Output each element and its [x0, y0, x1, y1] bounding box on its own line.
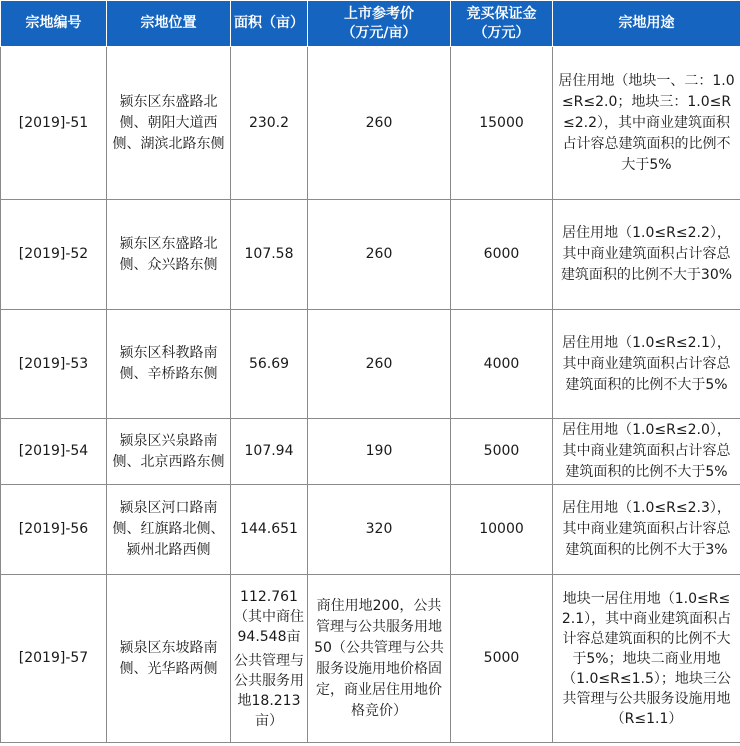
header-land-use: 宗地用途	[553, 1, 740, 47]
price-cell: 320	[308, 485, 451, 575]
deposit-cell: 5000	[451, 575, 553, 743]
header-deposit-line2: （万元）	[473, 24, 530, 41]
header-reference-price	[308, 1, 451, 47]
land-use-cell: 居住用地（1.0≤R≤2.3），其中商业建筑面积占计容总建筑面积的比例不大于3%	[553, 485, 740, 575]
land-use-cell: 居住用地（1.0≤R≤2.2），其中商业建筑面积占计容总建筑面积的比例不大于30%	[553, 200, 740, 310]
table-row	[1, 47, 740, 200]
table-row	[1, 485, 740, 575]
parcel-id-cell: [2019]-56	[1, 485, 107, 575]
price-cell: 260	[308, 47, 451, 200]
area-cell	[231, 575, 308, 743]
land-use-cell: 居住用地（1.0≤R≤2.0），其中商业建筑面积占计容总建筑面积的比例不大于5%	[553, 419, 740, 485]
table-row	[1, 419, 740, 485]
parcel-id-cell: [2019]-53	[1, 310, 107, 419]
parcel-id-cell: [2019]-57	[1, 575, 107, 743]
table-header-row	[1, 1, 740, 47]
header-deposit-line1: 竞买保证金	[466, 5, 537, 22]
area-cell: 56.69	[231, 310, 308, 419]
header-reference-price-line1: 上市参考价	[344, 5, 414, 22]
header-parcel-id: 宗地编号	[1, 1, 107, 47]
parcel-id-cell: [2019]-52	[1, 200, 107, 310]
location-cell: 颍东区东盛路北侧、朝阳大道西侧、湖滨北路东侧	[107, 47, 231, 200]
location-cell: 颍东区东盛路北侧、众兴路东侧	[107, 200, 231, 310]
price-cell: 260	[308, 200, 451, 310]
area-commercial-residential: （其中商住94.548亩	[234, 608, 304, 645]
header-location: 宗地位置	[107, 1, 231, 47]
area-cell: 107.94	[231, 419, 308, 485]
location-cell: 颍泉区河口路南侧、红旗路北侧、颍州北路西侧	[107, 485, 231, 575]
price-cell: 商住用地200，公共管理与公共服务用地50（公共管理与公共服务设施用地价格固定，商业居住用地价格竞价）	[308, 575, 451, 743]
land-use-cell: 居住用地（1.0≤R≤2.1），其中商业建筑面积占计容总建筑面积的比例不大于5%	[553, 310, 740, 419]
deposit-cell: 5000	[451, 419, 553, 485]
price-cell: 260	[308, 310, 451, 419]
table-row	[1, 575, 740, 743]
header-reference-price-line2: （万元/亩）	[341, 24, 417, 41]
area-total: 112.761	[240, 588, 298, 605]
area-public-service: 公共管理与公共服务用地18.213亩）	[234, 652, 304, 729]
area-cell: 230.2	[231, 47, 308, 200]
area-cell: 144.651	[231, 485, 308, 575]
location-cell: 颍东区科教路南侧、辛桥路东侧	[107, 310, 231, 419]
header-deposit	[451, 1, 553, 47]
price-cell: 190	[308, 419, 451, 485]
deposit-cell: 10000	[451, 485, 553, 575]
deposit-cell: 15000	[451, 47, 553, 200]
land-use-cell: 居住用地（地块一、二：1.0≤R≤2.0；地块三：1.0≤R≤2.2），其中商业建筑面积占计容总建筑面积的比例不大于5%	[553, 47, 740, 200]
header-area: 面积（亩）	[231, 1, 308, 47]
land-use-cell: 地块一居住用地（1.0≤R≤2.1），其中商业建筑面积占计容总建筑面积的比例不大于5%；地块二商业用地（1.0≤R≤1.5）；地块三公共管理与公共服务设施用地（R≤1.1）	[553, 575, 740, 743]
location-cell: 颍泉区东坡路南侧、光华路两侧	[107, 575, 231, 743]
area-cell: 107.58	[231, 200, 308, 310]
parcel-id-cell: [2019]-51	[1, 47, 107, 200]
table-row	[1, 310, 740, 419]
location-cell: 颍泉区兴泉路南侧、北京西路东侧	[107, 419, 231, 485]
deposit-cell: 4000	[451, 310, 553, 419]
parcel-id-cell: [2019]-54	[1, 419, 107, 485]
table-row	[1, 200, 740, 310]
deposit-cell: 6000	[451, 200, 553, 310]
